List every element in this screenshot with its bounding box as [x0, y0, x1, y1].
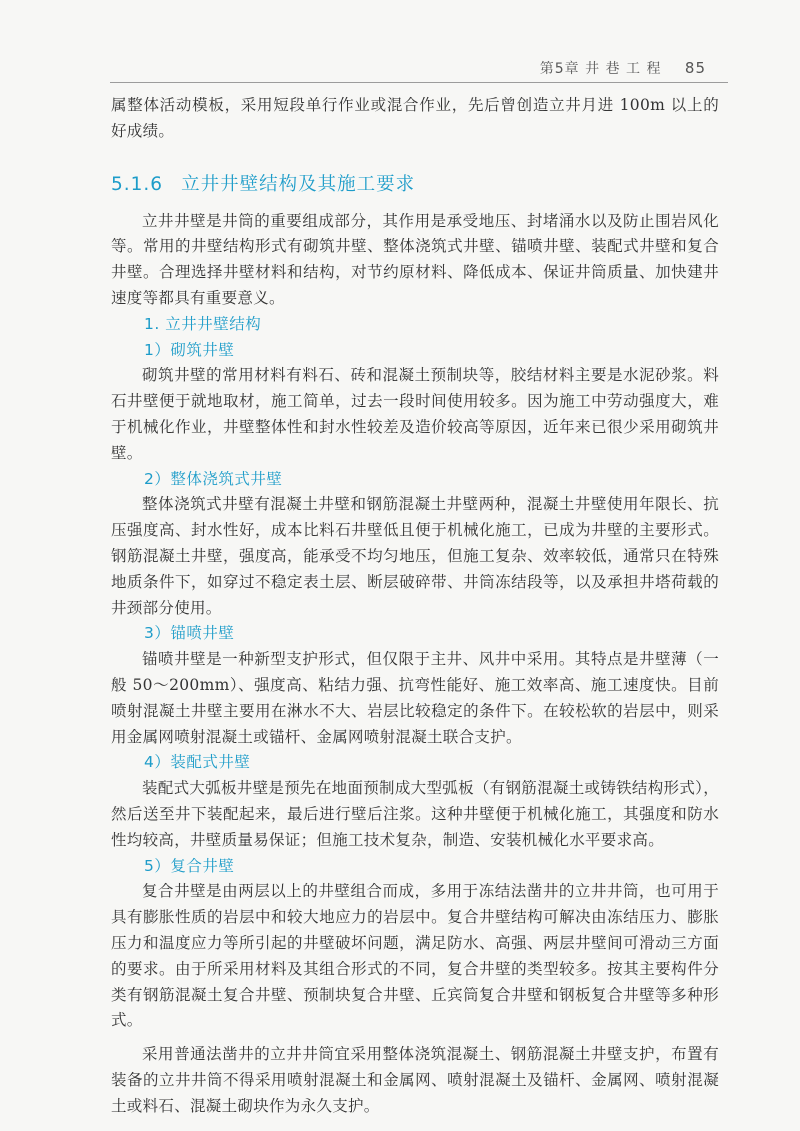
chapter-title: 第5章 井 巷 工 程	[539, 61, 662, 77]
heading-masonry-wall: 1）砌筑井壁	[144, 340, 235, 359]
paragraph-bolt-shotcrete-wall: 锚喷井壁是一种新型支护形式，但仅限于主井、风井中采用。其特点是井壁薄（一般 50～200mm）、强度高、粘结力强、抗弯性能好、施工效率高、施工速度快。目前喷射混凝土井壁主要用在淋水不大、岩层比较稳定的条件下。在较松软的岩层中，则采用金属网喷射混凝土或锚杆、金属网喷射混凝土联合支护。	[111, 650, 719, 746]
intro-paragraph: 属整体活动模板，采用短段单行作业或混合作业，先后曾创造立井月进 100m 以上的好成绩。	[111, 96, 719, 140]
paragraph-cast-in-place-wall: 整体浇筑式井壁有混凝土井壁和钢筋混凝土井壁两种，混凝土井壁使用年限长、抗压强度高、封水性好，成本比料石井壁低且便于机械化施工，已成为井壁的主要形式。钢筋混凝土井壁，强度高，能承受不均匀地压，但施工复杂、效率较低，通常只在特殊地质条件下，如穿过不稳定表土层、断层破碎带、井筒冻结段等，以及承担井塔荷载的井颈部分使用。	[111, 495, 719, 617]
heading-shaft-wall-structure: 1. 立井井壁结构	[144, 314, 262, 333]
section-number: 5.1.6	[111, 173, 164, 195]
paragraph-support-requirements: 采用普通法凿井的立井井筒宜采用整体浇筑混凝土、钢筋混凝土井壁支护，布置有装备的立井井筒不得采用喷射混凝土和金属网、喷射混凝土及锚杆、金属网、喷射混凝土或料石、混凝土砌块作为永久支护。	[111, 1045, 719, 1115]
section-title-text: 立井井壁结构及其施工要求	[181, 173, 416, 195]
paragraph-assembled-wall: 装配式大弧板井壁是预先在地面预制成大型弧板（有钢筋混凝土或铸铁结构形式），然后送至井下装配起来，最后进行壁后注浆。这种井壁便于机械化施工，其强度和防水性均较高，井壁质量易保证；但施工技术复杂，制造、安装机械化水平要求高。	[111, 779, 719, 849]
heading-assembled-wall: 4）装配式井壁	[144, 753, 251, 772]
paragraph-overview: 立井井壁是井筒的重要组成部分，其作用是承受地压、封堵涌水以及防止围岩风化等。常用的井壁结构形式有砌筑井壁、整体浇筑式井壁、锚喷井壁、装配式井壁和复合井壁。合理选择井壁材料和结构，对节约原材料、降低成本、保证井筒质量、加快建井速度等都具有重要意义。	[111, 211, 719, 307]
header-divider	[110, 82, 728, 83]
page-body	[111, 93, 719, 1119]
heading-composite-wall: 5）复合井壁	[144, 856, 235, 875]
paragraph-masonry-wall: 砌筑井壁的常用材料有料石、砖和混凝土预制块等，胶结材料主要是水泥砂浆。料石井壁便于就地取材，施工简单，过去一段时间使用较多。因为施工中劳动强度大，难于机械化作业，井壁整体性和封水性较差及造价较高等原因，近年来已很少采用砌筑井壁。	[111, 366, 719, 462]
section-heading	[111, 170, 719, 196]
page-number: 85	[684, 59, 706, 77]
paragraph-composite-wall: 复合井壁是由两层以上的井壁组合而成，多用于冻结法凿井的立井井筒，也可用于具有膨胀性质的岩层中和较大地应力的岩层中。复合井壁结构可解决由冻结压力、膨胀压力和温度应力等所引起的井壁破坏问题，满足防水、高强、两层井壁间可滑动三方面的要求。由于所采用材料及其组合形式的不同，复合井壁的类型较多。按其主要构件分类有钢筋混凝土复合井壁、预制块复合井壁、丘宾筒复合井壁和钢板复合井壁等多种形式。	[111, 882, 719, 1030]
running-header	[540, 58, 706, 78]
heading-bolt-shotcrete-wall: 3）锚喷井壁	[144, 624, 235, 643]
paragraph-gap	[111, 1034, 719, 1042]
heading-cast-in-place-wall: 2）整体浇筑式井壁	[144, 469, 283, 488]
